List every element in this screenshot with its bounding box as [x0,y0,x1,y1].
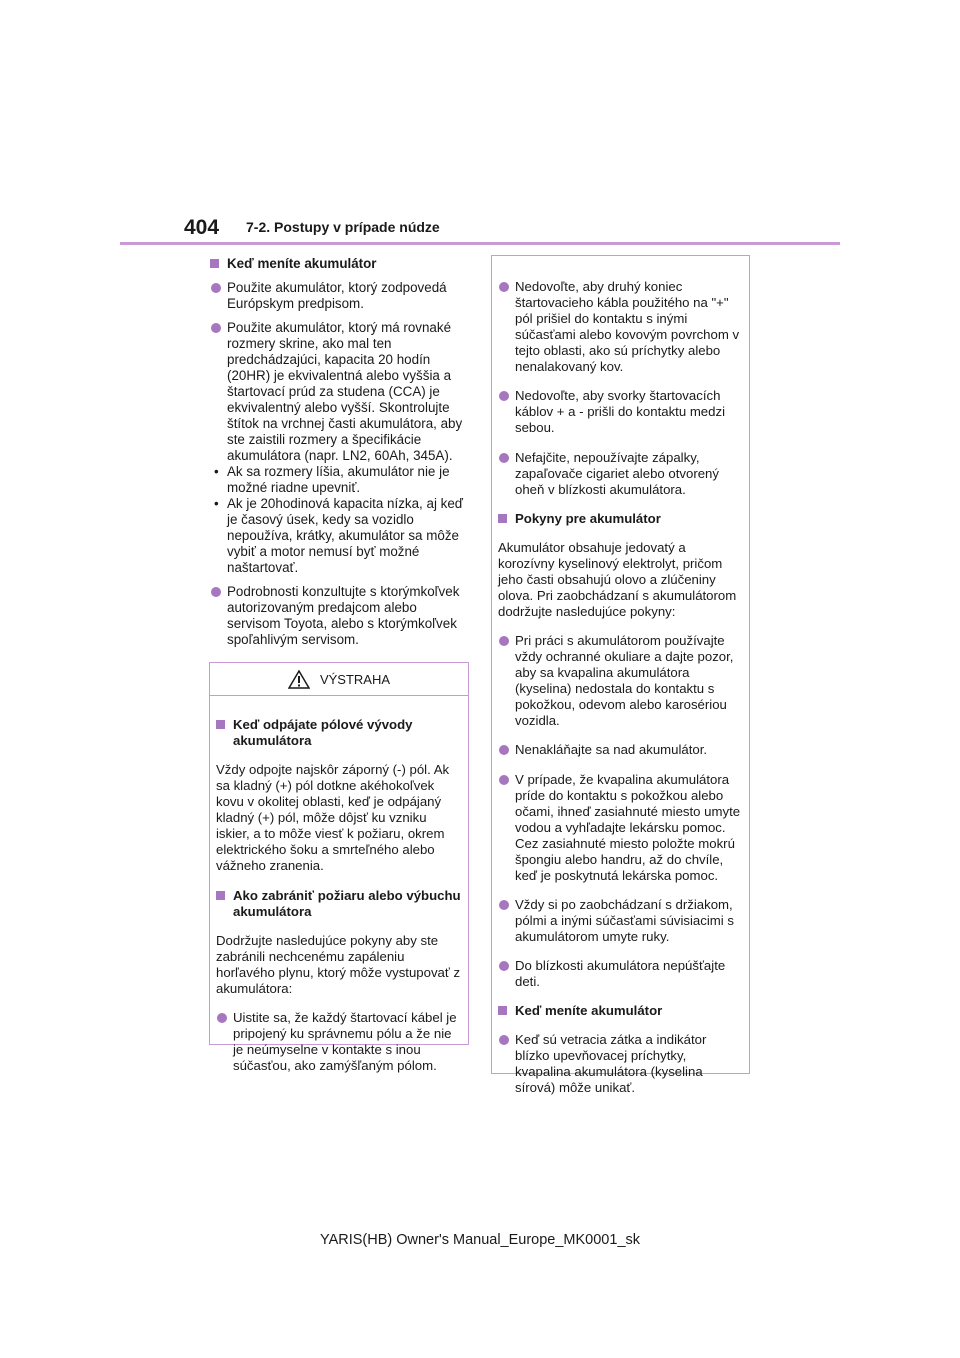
bullet-item: Použite akumulátor, ktorý zodpovedá Európskym predpisom. [210,280,466,312]
warning-continued-box [491,255,750,1096]
warning-text: Dodržujte nasledujúce pokyny aby ste zabránili nechcenému zapáleniu horľavého plynu, ktorý môže vystupovať z akumulátora: [216,932,461,996]
bullet-item: Do blízkosti akumulátora nepúšťajte deti. [498,958,743,990]
section-heading: Keď meníte akumulátor [498,1003,743,1019]
bullet-item: Nedovoľte, aby svorky štartovacích káblov + a - prišli do kontaktu medzi sebou. [498,388,743,436]
bullet-item: Uistite sa, že každý štartovací kábel je pripojený ku správnemu pólu a že nie je neúmyselne v kontakte s inou súčasťou, ako zamýšľaným pólom. [216,1010,462,1074]
bullet-item: Použite akumulátor, ktorý má rovnaké rozmery skrine, ako mal ten predchádzajúci, kapacita 20 hodín (20HR) je ekvivalentná alebo vyššia a štartovací prúd za studena (CCA) je ekvivalentný alebo vyšší. Skontrolujte štítok na vrchnej časti akumulátora, aby ste zaistili rozmery a špecifikácie akumulátora (napr. LN2, 60Ah, 345A). [210,320,466,464]
bullet-item: V prípade, že kvapalina akumulátora príde do kontaktu s pokožkou alebo očami, ihneď zasiahnuté miesto umyte vodou a vyhľadajte lekársku pomoc. Cez zasiahnuté miesto položte mokrú špongiu alebo handru, až do chvíle, keď je poskytnutá lekárska pomoc. [498,772,743,884]
bullet-item: Nedovoľte, aby druhý koniec štartovacieho kábla použitého na "+" pól prišiel do kontaktu s inými súčasťami alebo kovovým povrchom v tejto oblasti, ako sú príchytky alebo nenalakovaný kov. [498,279,743,375]
header-rule [120,242,840,245]
warning-heading: Ako zabrániť požiaru alebo výbuchu akumulátora [216,888,462,920]
warning-body [210,696,468,1074]
body-text: Akumulátor obsahuje jedovatý a korozívny kyselinový elektrolyt, pričom jeho časti obsahujú olovo a zlúčeniny olova. Pri zaobchádzaní s akumulátorom dodržujte nasledujúce pokyny: [498,539,737,619]
bullet-item: Nefajčite, nepoužívajte zápalky, zapaľovače cigariet alebo otvorený oheň v blízkosti akumulátora. [498,450,743,498]
page-number: 404 [184,216,220,239]
bullet-item: Pri práci s akumulátorom používajte vždy ochranné okuliare a dajte pozor, aby sa kvapalina akumulátora (kyselina) nedostala do kontaktu s pokožkou, odevom alebo karosériou vozidla. [498,633,743,729]
footer-text: YARIS(HB) Owner's Manual_Europe_MK0001_sk [319,1232,641,1248]
left-column [210,256,466,656]
bullet-item: Nenakláňajte sa nad akumulátor. [498,742,743,758]
dot-item: • Ak sa rozmery líšia, akumulátor nie je možné riadne upevniť. [210,464,466,496]
section-title: 7-2. Postupy v prípade núdze [246,219,440,235]
warning-heading: Keď odpájate pólové vývody akumulátora [216,717,462,749]
bullet-item: Vždy si po zaobchádzaní s držiakom, pólmi a inými súčasťami súvisiacimi s akumulátorom umyte ruky. [498,897,743,945]
bullet-item: Podrobnosti konzultujte s ktorýmkoľvek autorizovaným predajcom alebo servisom Toyota, alebo s ktorýmkoľvek spoľahlivým servisom. [210,584,466,648]
warning-title: VÝSTRAHA [319,671,391,687]
warning-text: Vždy odpojte najskôr záporný (-) pól. Ak sa kladný (+) pól dotkne akéhokoľvek kovu v okolitej oblasti, keď je odpájaný kladný (+) pól, môže dôjsť ku vzniku iskier, a to môže viesť k požiaru, okrem elektrického šoku a smrteľného alebo vážneho zranenia. [216,762,450,874]
warning-box [209,662,469,1073]
section-heading: Pokyny pre akumulátor [498,511,743,527]
dot-item: • Ak je 20hodinová kapacita nízka, aj keď je časový úsek, kedy sa vozidlo nepoužíva, krátky, akumulátor sa môže vybiť a motor nemusí byť možné naštartovať. [210,496,466,576]
warning-triangle-icon [288,670,310,689]
warning-header [210,663,468,696]
section-heading: Keď meníte akumulátor [210,256,466,272]
bullet-item: Keď sú vetracia zátka a indikátor blízko upevňovacej príchytky, kvapalina akumulátora (kyselina sírová) môže unikať. [498,1032,743,1096]
